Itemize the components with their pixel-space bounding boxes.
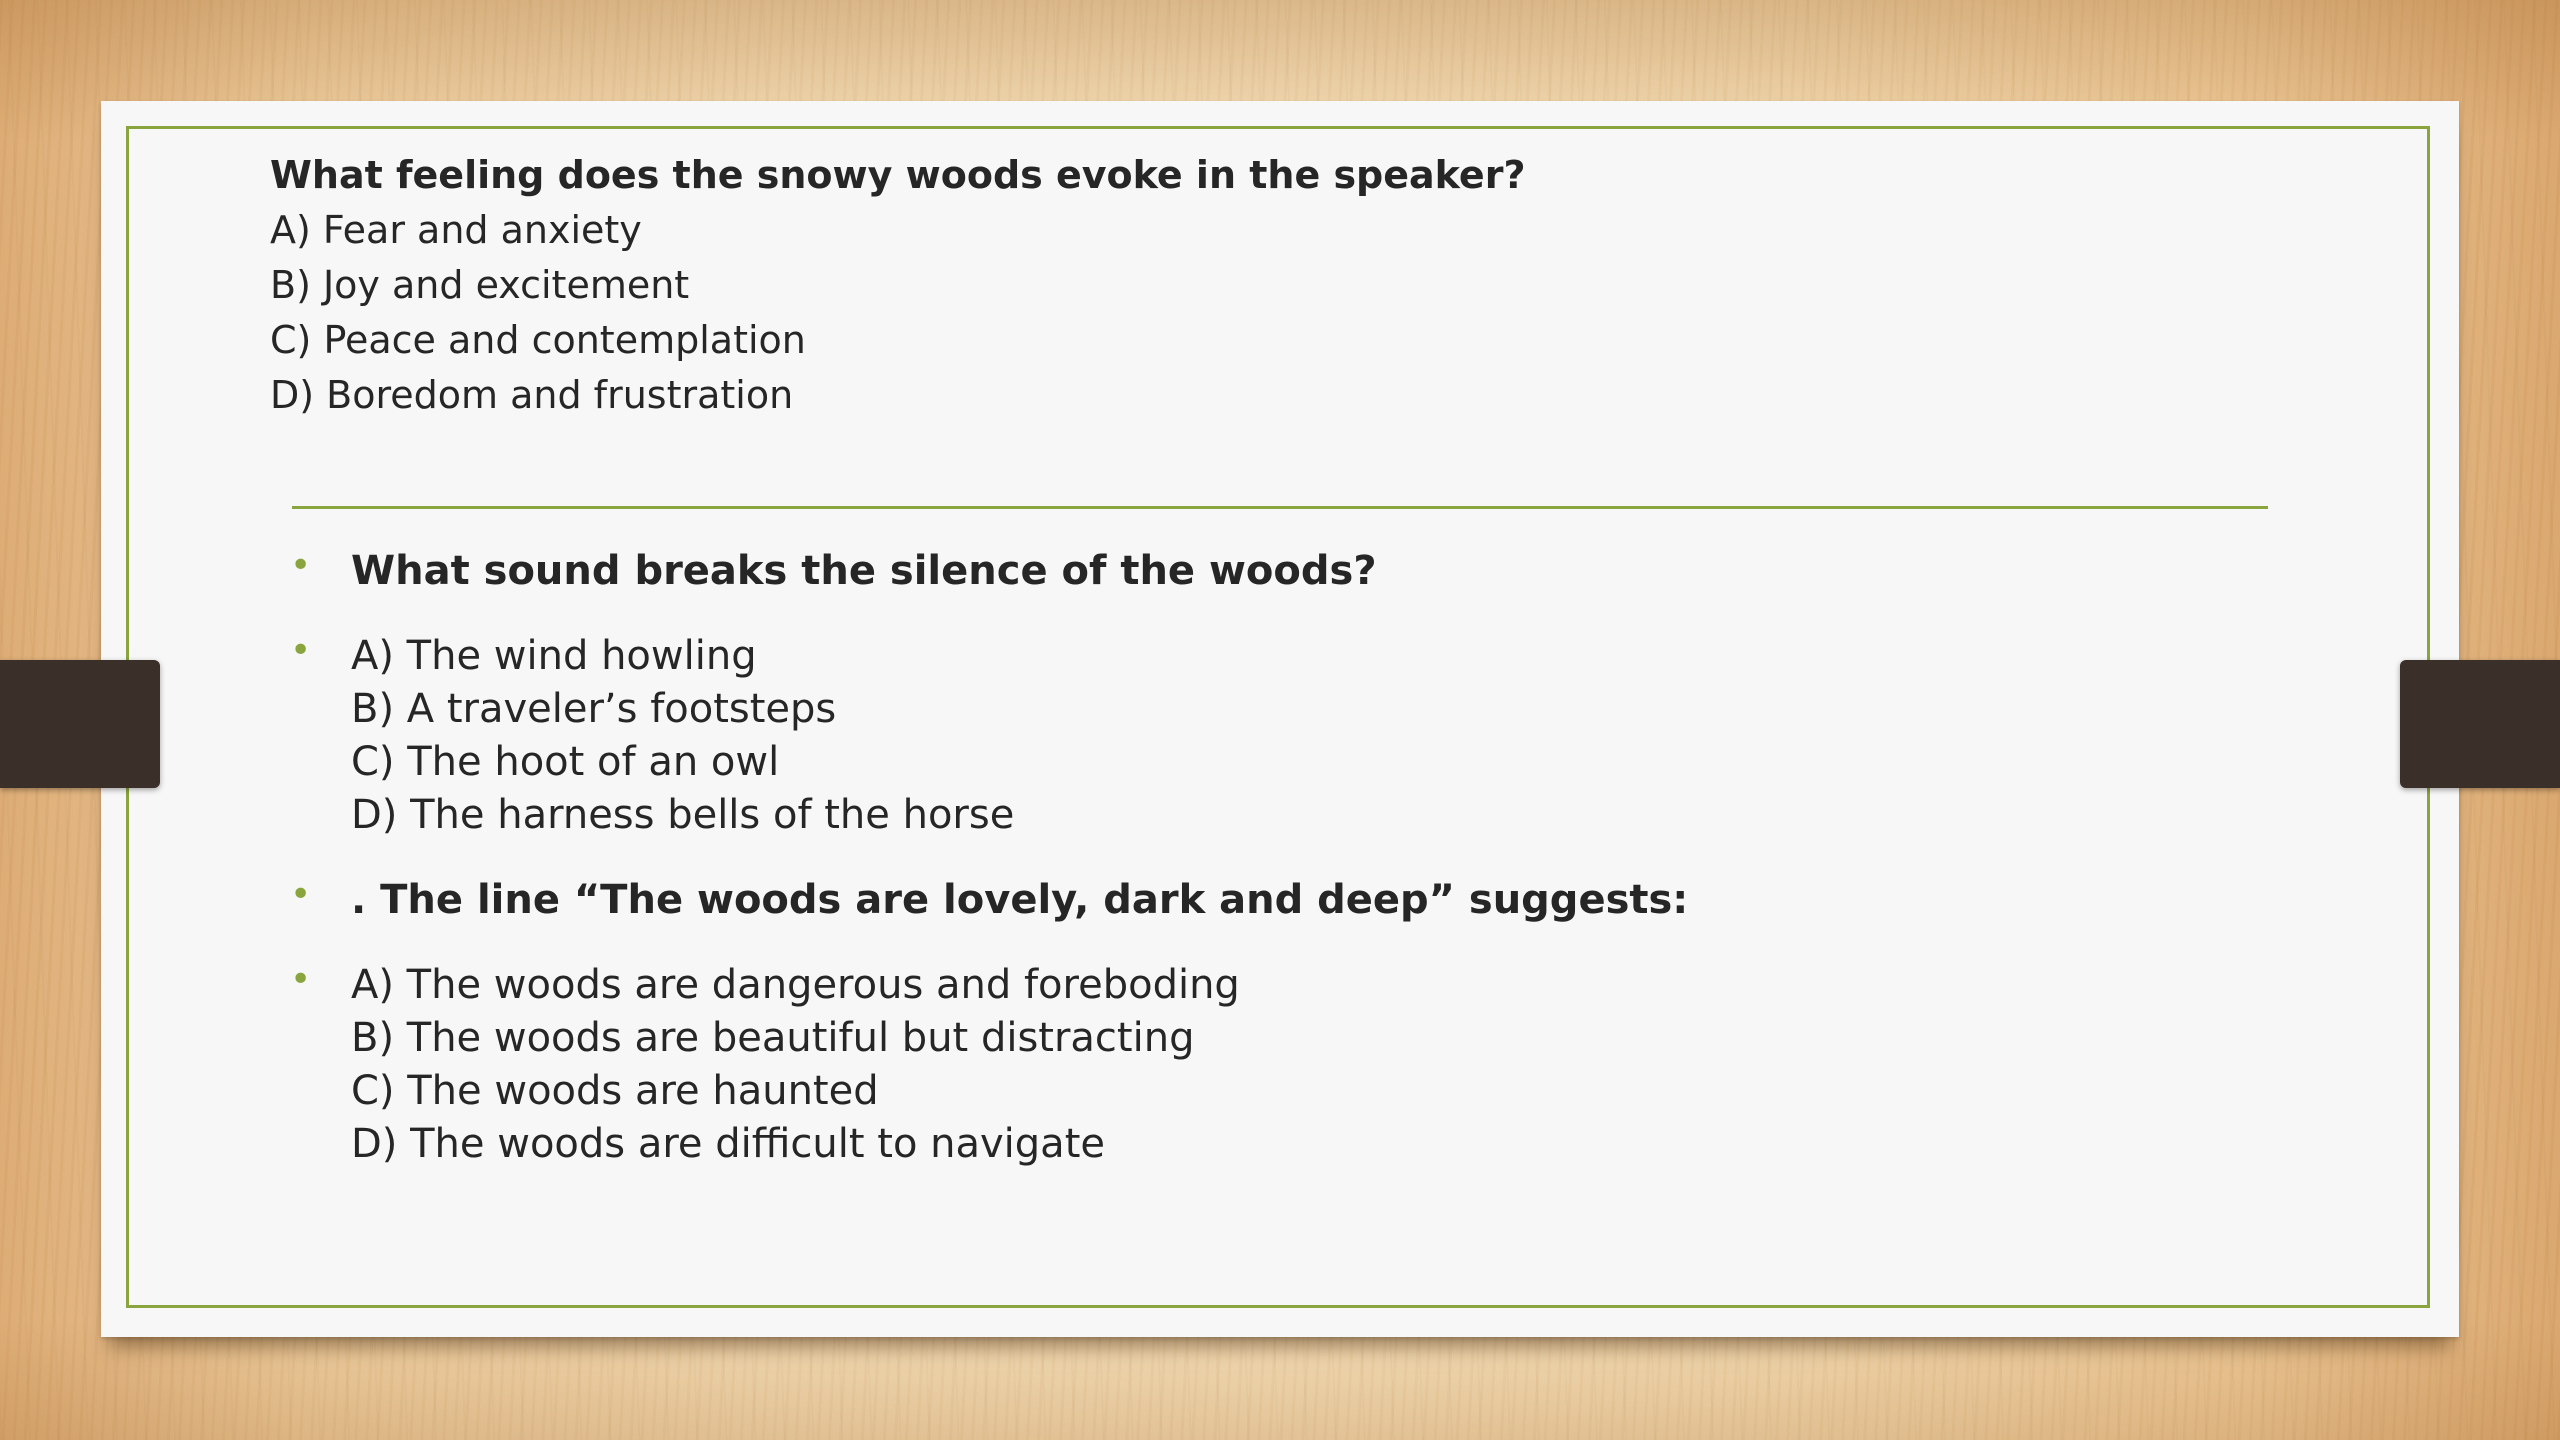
bullet-question-3-options <box>290 959 1688 1171</box>
question-1-option-c: C) Peace and contemplation <box>270 318 806 362</box>
question-1-option-d: D) Boredom and frustration <box>270 373 794 417</box>
question-1-option-b: B) Joy and excitement <box>270 263 690 307</box>
bullet-dot-icon: • <box>290 959 312 1000</box>
question-3-option-c: C) The woods are haunted <box>351 1068 879 1114</box>
question-1-block <box>270 148 1525 423</box>
bullet-question-2-title <box>290 545 1688 598</box>
question-3-option-a: A) The woods are dangerous and foreboding <box>351 962 1240 1008</box>
question-2-option-c: C) The hoot of an owl <box>351 739 780 785</box>
section-divider <box>292 506 2268 509</box>
question-2-option-d: D) The harness bells of the horse <box>351 792 1015 838</box>
question-2-option-a: A) The wind howling <box>351 633 757 679</box>
question-1-option-a: A) Fear and anxiety <box>270 208 642 252</box>
bullet-dot-icon: • <box>290 874 312 915</box>
bullet-dot-icon: • <box>290 630 312 671</box>
question-2-option-b: B) A traveler’s footsteps <box>351 686 837 732</box>
bullet-list <box>290 545 1688 1203</box>
question-3-title: . The line “The woods are lovely, dark and deep” suggests: <box>351 877 1689 923</box>
binder-clip-right <box>2400 660 2560 788</box>
bullet-question-2-options <box>290 630 1688 842</box>
bullet-dot-icon: • <box>290 545 312 586</box>
binder-clip-left <box>0 660 160 788</box>
question-1-title: What feeling does the snowy woods evoke in the speaker? <box>270 153 1526 197</box>
question-3-option-b: B) The woods are beautiful but distracting <box>351 1015 1195 1061</box>
question-3-option-d: D) The woods are difficult to navigate <box>351 1121 1105 1167</box>
bullet-question-3-title <box>290 874 1688 927</box>
question-2-title: What sound breaks the silence of the woods? <box>351 548 1377 594</box>
wood-background-shade-bottom <box>0 1320 2560 1440</box>
